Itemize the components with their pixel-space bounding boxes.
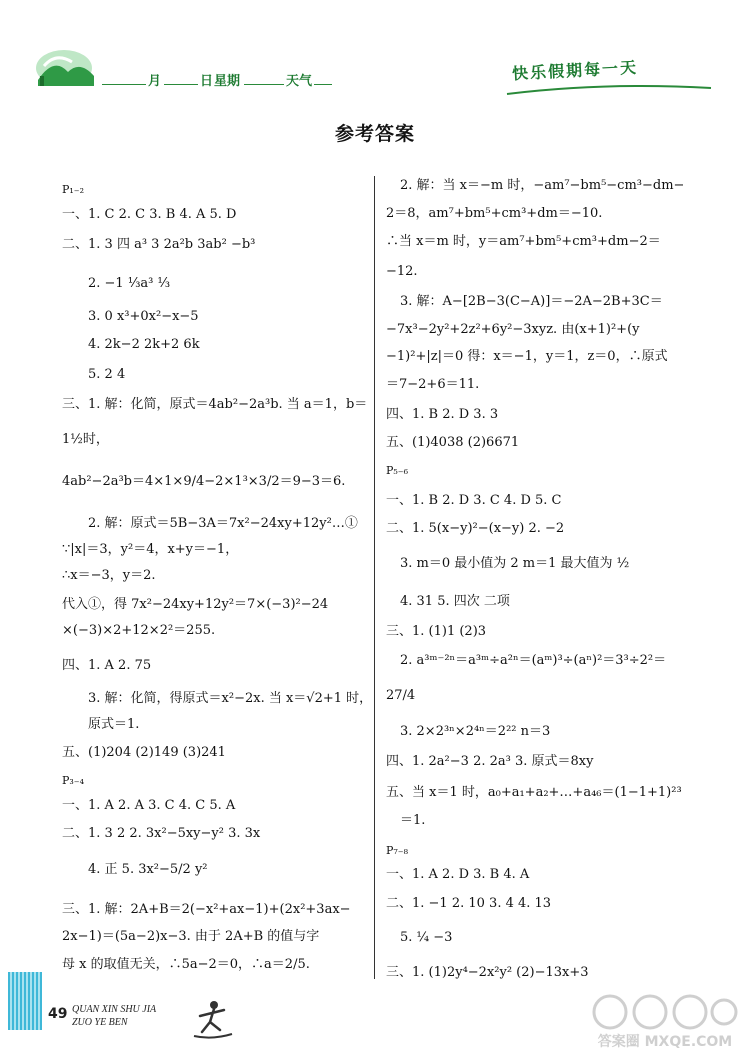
answer-line: ×(−3)×2+12×2²＝255.	[62, 623, 216, 638]
answer-line: 5. ¼ −3	[400, 930, 453, 945]
answer-line: 二、1. 5(x−y)²−(x−y) 2. −2	[386, 521, 565, 536]
answer-line: 三、1. (1)2y⁴−2x²y² (2)−13x+3	[386, 965, 589, 980]
answer-line: 四、1. A 2. 75	[62, 658, 152, 673]
answer-line: 5. 2 4	[88, 367, 126, 382]
answer-line: P₇₋₈	[386, 844, 409, 857]
answer-line: 二、1. 3 四 a³ 3 2a²b 3ab² −b³	[62, 237, 256, 252]
answer-line: ∴x＝−3，y＝2.	[62, 568, 156, 583]
answer-line: 母 x 的取值无关，∴5a−2＝0，∴a＝2/5.	[62, 957, 310, 972]
answer-line: −7x³−2y²+2z²+6y²−3xyz. 由(x+1)²+(y	[386, 322, 640, 337]
day-label: 日	[200, 74, 214, 89]
answer-line: 3. 解：化简，得原式＝x²−2x. 当 x＝√2+1 时，	[88, 691, 373, 706]
answer-line: 27/4	[386, 688, 416, 703]
date-underline-2	[164, 84, 198, 85]
answer-line: 代入①，得 7x²−24xy+12y²＝7×(−3)²−24	[62, 597, 329, 612]
answer-line: 1½时，	[62, 432, 109, 447]
answer-line: 2x−1)＝(5a−2)x−3. 由于 2A+B 的值与字	[62, 929, 320, 944]
watermark-logo-icon	[590, 988, 740, 1052]
answer-line: 4ab²−2a³b＝4×1×9/4−2×1³×3/2＝9−3＝6.	[62, 474, 346, 489]
landscape-logo-icon	[34, 46, 98, 90]
answer-line: 二、1. 3 2 2. 3x²−5xy−y² 3. 3x	[62, 826, 261, 841]
answer-line: 原式＝1.	[88, 717, 140, 732]
answer-line: 五、当 x＝1 时，a₀+a₁+a₂+…+a₄₆＝(1−1+1)²³	[386, 785, 682, 800]
answer-line: 三、1. 解：化简，原式＝4ab²−2a³b. 当 a＝1，b＝	[62, 397, 368, 412]
answer-line: 3. m＝0 最小值为 2 m＝1 最大值为 ½	[400, 556, 630, 571]
answer-line: 一、1. A 2. A 3. C 4. C 5. A	[62, 798, 236, 813]
date-underline-3	[244, 84, 284, 85]
weather-label: 天气	[286, 74, 313, 89]
answer-line: 4. 31 5. 四次 二项	[400, 594, 510, 609]
answer-line: 2＝8，am⁷+bm⁵+cm³+dm＝−10.	[386, 206, 603, 221]
answer-line: 四、1. B 2. D 3. 3	[386, 407, 499, 422]
weekday-label: 星期	[214, 74, 241, 89]
answer-line: 一、1. C 2. C 3. B 4. A 5. D	[62, 207, 237, 222]
book-slogan: 快乐假期每一天	[511, 57, 639, 84]
answer-line: P₃₋₄	[62, 774, 85, 787]
answer-line: ＝7−2+6＝11.	[386, 377, 480, 392]
decorative-strip	[8, 972, 42, 1030]
series-title-line2: ZUO YE BEN	[72, 1017, 128, 1028]
page-number: 49	[48, 1006, 68, 1022]
answer-line: 2. 解：原式＝5B−3A＝7x²−24xy+12y²…①	[88, 516, 358, 531]
answer-line: ＝1.	[400, 813, 426, 828]
series-title-line1: QUAN XIN SHU JIA	[72, 1004, 157, 1015]
skater-icon	[188, 998, 236, 1042]
answer-line: 五、(1)204 (2)149 (3)241	[62, 745, 226, 760]
answer-line: 三、1. (1)1 (2)3	[386, 624, 487, 639]
answer-line: P₁₋₂	[62, 183, 85, 196]
date-underline-4	[314, 84, 332, 85]
answer-line: 二、1. −1 2. 10 3. 4 4. 13	[386, 896, 552, 911]
answer-line: 五、(1)4038 (2)6671	[386, 435, 520, 450]
slogan-swoosh-icon	[505, 80, 715, 100]
answer-line: 三、1. 解：2A+B＝2(−x²+ax−1)+(2x²+3ax−	[62, 902, 351, 917]
answer-line: −12.	[386, 264, 418, 279]
answer-line: 3. 2×2³ⁿ×2⁴ⁿ＝2²² n＝3	[400, 724, 551, 739]
answer-line: 四、1. 2a²−3 2. 2a³ 3. 原式＝8xy	[386, 754, 594, 769]
answer-line: ∵|x|＝3，y²＝4，x+y＝−1，	[62, 542, 239, 557]
answer-line: −1)²+|z|＝0 得：x＝−1，y＝1，z＝0，∴原式	[386, 349, 668, 364]
answer-line: 3. 0 x³+0x²−x−5	[88, 309, 199, 324]
answer-line: 一、1. A 2. D 3. B 4. A	[386, 867, 530, 882]
watermark-text: 答案圈 MXQE.COM	[597, 1034, 733, 1050]
answer-line: 4. 2k−2 2k+2 6k	[88, 337, 200, 352]
answer-line: 4. 正 5. 3x²−5/2 y²	[88, 862, 208, 877]
answer-line: ∴当 x＝m 时，y＝am⁷+bm⁵+cm³+dm−2＝	[386, 234, 661, 249]
column-divider	[374, 176, 375, 979]
answer-line: 一、1. B 2. D 3. C 4. D 5. C	[386, 493, 562, 508]
answer-line: 2. 解：当 x＝−m 时，−am⁷−bm⁵−cm³−dm−	[400, 178, 685, 193]
date-underline-1	[102, 84, 146, 85]
month-label: 月	[148, 74, 162, 89]
answer-line: 2. −1 ⅓a³ ⅓	[88, 276, 171, 291]
page-title: 参考答案	[334, 123, 415, 145]
answer-line: 2. a³ᵐ⁻²ⁿ＝a³ᵐ÷a²ⁿ＝(aᵐ)³÷(aⁿ)²＝3³÷2²＝	[400, 653, 667, 668]
answer-line: 3. 解：A−[2B−3(C−A)]＝−2A−2B+3C＝	[400, 294, 663, 309]
answer-line: P₅₋₆	[386, 464, 409, 477]
